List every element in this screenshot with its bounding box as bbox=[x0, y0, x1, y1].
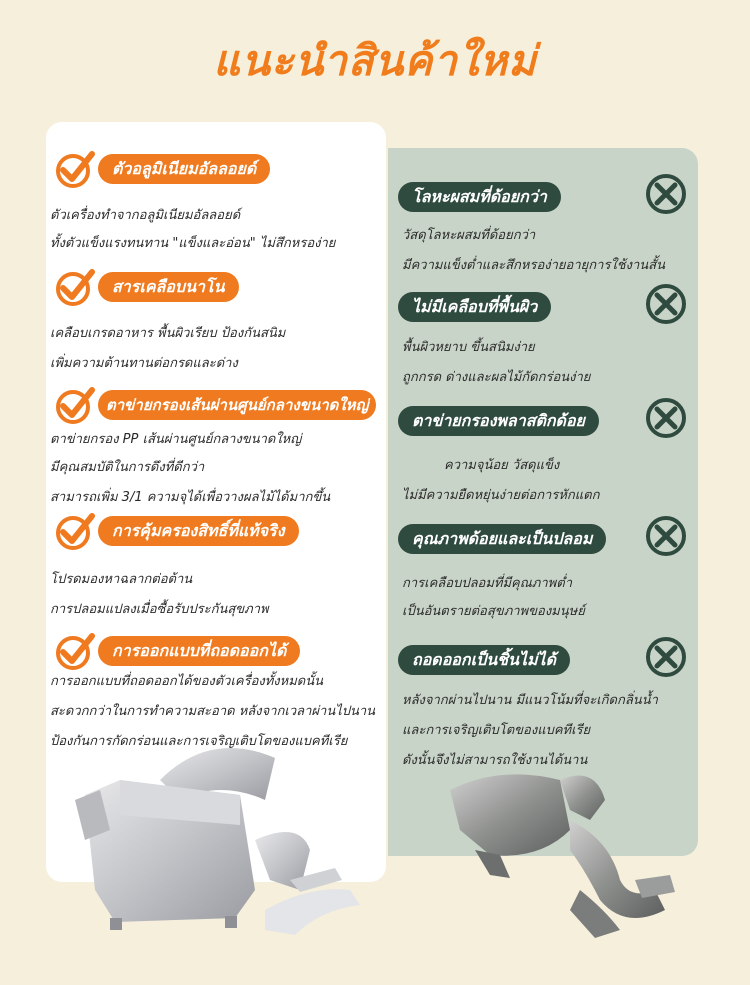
feature-label: ตัวอลูมิเนียมอัลลอยด์ bbox=[98, 154, 270, 184]
drawback-label: โลหะผสมที่ด้อยกว่า bbox=[398, 182, 561, 212]
check-icon bbox=[54, 630, 96, 672]
drawback-desc-line: ดังนั้นจึงไม่สามารถใช้งานได้นาน bbox=[402, 753, 588, 768]
drawback-desc-line: เป็นอันตรายต่อสุขภาพของมนุษย์ bbox=[402, 604, 585, 619]
genuine-juicer-image bbox=[60, 740, 380, 940]
feature-desc-line: เคลือบเกรดอาหาร พื้นผิวเรียบ ป้องกันสนิม bbox=[50, 326, 286, 341]
feature-desc-line: เพิ่มความต้านทานต่อกรดและด่าง bbox=[50, 356, 238, 371]
drawback-desc-line: การเคลือบปลอมที่มีคุณภาพต่ำ bbox=[402, 576, 572, 591]
feature-desc-line: ตาข่ายกรอง PP เส้นผ่านศูนย์กลางขนาดใหญ่ bbox=[50, 432, 302, 447]
feature-desc-line: ป้องกันการกัดกร่อนและการเจริญเติบโตของแบคทีเรีย bbox=[50, 734, 348, 749]
feature-desc-line: สามารถเพิ่ม 3/1 ความจุได้เพื่อวางผลไม้ได้มากขึ้น bbox=[50, 490, 331, 505]
check-icon bbox=[54, 266, 96, 308]
drawback-label: ถอดออกเป็นชิ้นไม่ได้ bbox=[398, 645, 570, 675]
drawback-desc-line: ความจุน้อย วัสดุแข็ง bbox=[444, 458, 560, 473]
check-icon bbox=[54, 510, 96, 552]
drawback-desc-line: หลังจากผ่านไปนาน มีแนวโน้มที่จะเกิดกลิ่นน้ำ bbox=[402, 693, 658, 708]
check-icon bbox=[54, 384, 96, 426]
drawback-desc-line: ถูกกรด ด่างและผลไม้กัดกร่อนง่าย bbox=[402, 370, 591, 385]
drawback-desc-line: ไม่มีความยืดหยุ่นง่ายต่อการหักแตก bbox=[402, 488, 600, 503]
feature-label: การคุ้มครองสิทธิ์ที่แท้จริง bbox=[98, 516, 299, 546]
inferior-juicer-image bbox=[420, 760, 690, 940]
x-mark-icon bbox=[644, 396, 688, 440]
feature-desc-line: โปรดมองหาฉลากต่อต้าน bbox=[50, 572, 193, 587]
drawback-label: ตาข่ายกรองพลาสติกด้อย bbox=[398, 406, 599, 436]
check-icon bbox=[54, 148, 96, 190]
feature-desc-line: สะดวกกว่าในการทำความสะอาด หลังจากเวลาผ่านไปนาน bbox=[50, 704, 376, 719]
x-mark-icon bbox=[644, 514, 688, 558]
x-mark-icon bbox=[644, 635, 688, 679]
drawback-desc-line: และการเจริญเติบโตของแบคทีเรีย bbox=[402, 723, 591, 738]
page-title: แนะนำสินค้าใหม่ bbox=[213, 36, 537, 85]
feature-desc-line: มีคุณสมบัติในการดึงที่ดีกว่า bbox=[50, 460, 205, 475]
feature-desc-line: ตัวเครื่องทำจากอลูมิเนียมอัลลอยด์ bbox=[50, 208, 241, 223]
feature-desc-line: การออกแบบที่ถอดออกได้ของตัวเครื่องทั้งหมดนั้น bbox=[50, 674, 324, 689]
x-mark-icon bbox=[644, 282, 688, 326]
feature-label: สารเคลือบนาโน bbox=[98, 272, 239, 302]
feature-desc-line: การปลอมแปลงเมื่อซื้อรับประกันสุขภาพ bbox=[50, 602, 269, 617]
x-mark-icon bbox=[644, 172, 688, 216]
feature-label: ตาข่ายกรองเส้นผ่านศูนย์กลางขนาดใหญ่ bbox=[98, 390, 376, 420]
drawback-desc-line: พื้นผิวหยาบ ขึ้นสนิมง่าย bbox=[402, 340, 535, 355]
feature-label: การออกแบบที่ถอดออกได้ bbox=[98, 636, 300, 666]
drawback-desc-line: มีความแข็งต่ำและสึกหรอง่ายอายุการใช้งานสั้น bbox=[402, 258, 665, 273]
drawback-label: ไม่มีเคลือบที่พื้นผิว bbox=[398, 292, 551, 322]
drawback-label: คุณภาพด้อยและเป็นปลอม bbox=[398, 524, 606, 554]
drawback-desc-line: วัสดุโลหะผสมที่ด้อยกว่า bbox=[402, 228, 536, 243]
feature-desc-line: ทั้งตัวแข็งแรงทนทาน "แข็งและอ่อน" ไม่สึกหรอง่าย bbox=[50, 236, 336, 251]
